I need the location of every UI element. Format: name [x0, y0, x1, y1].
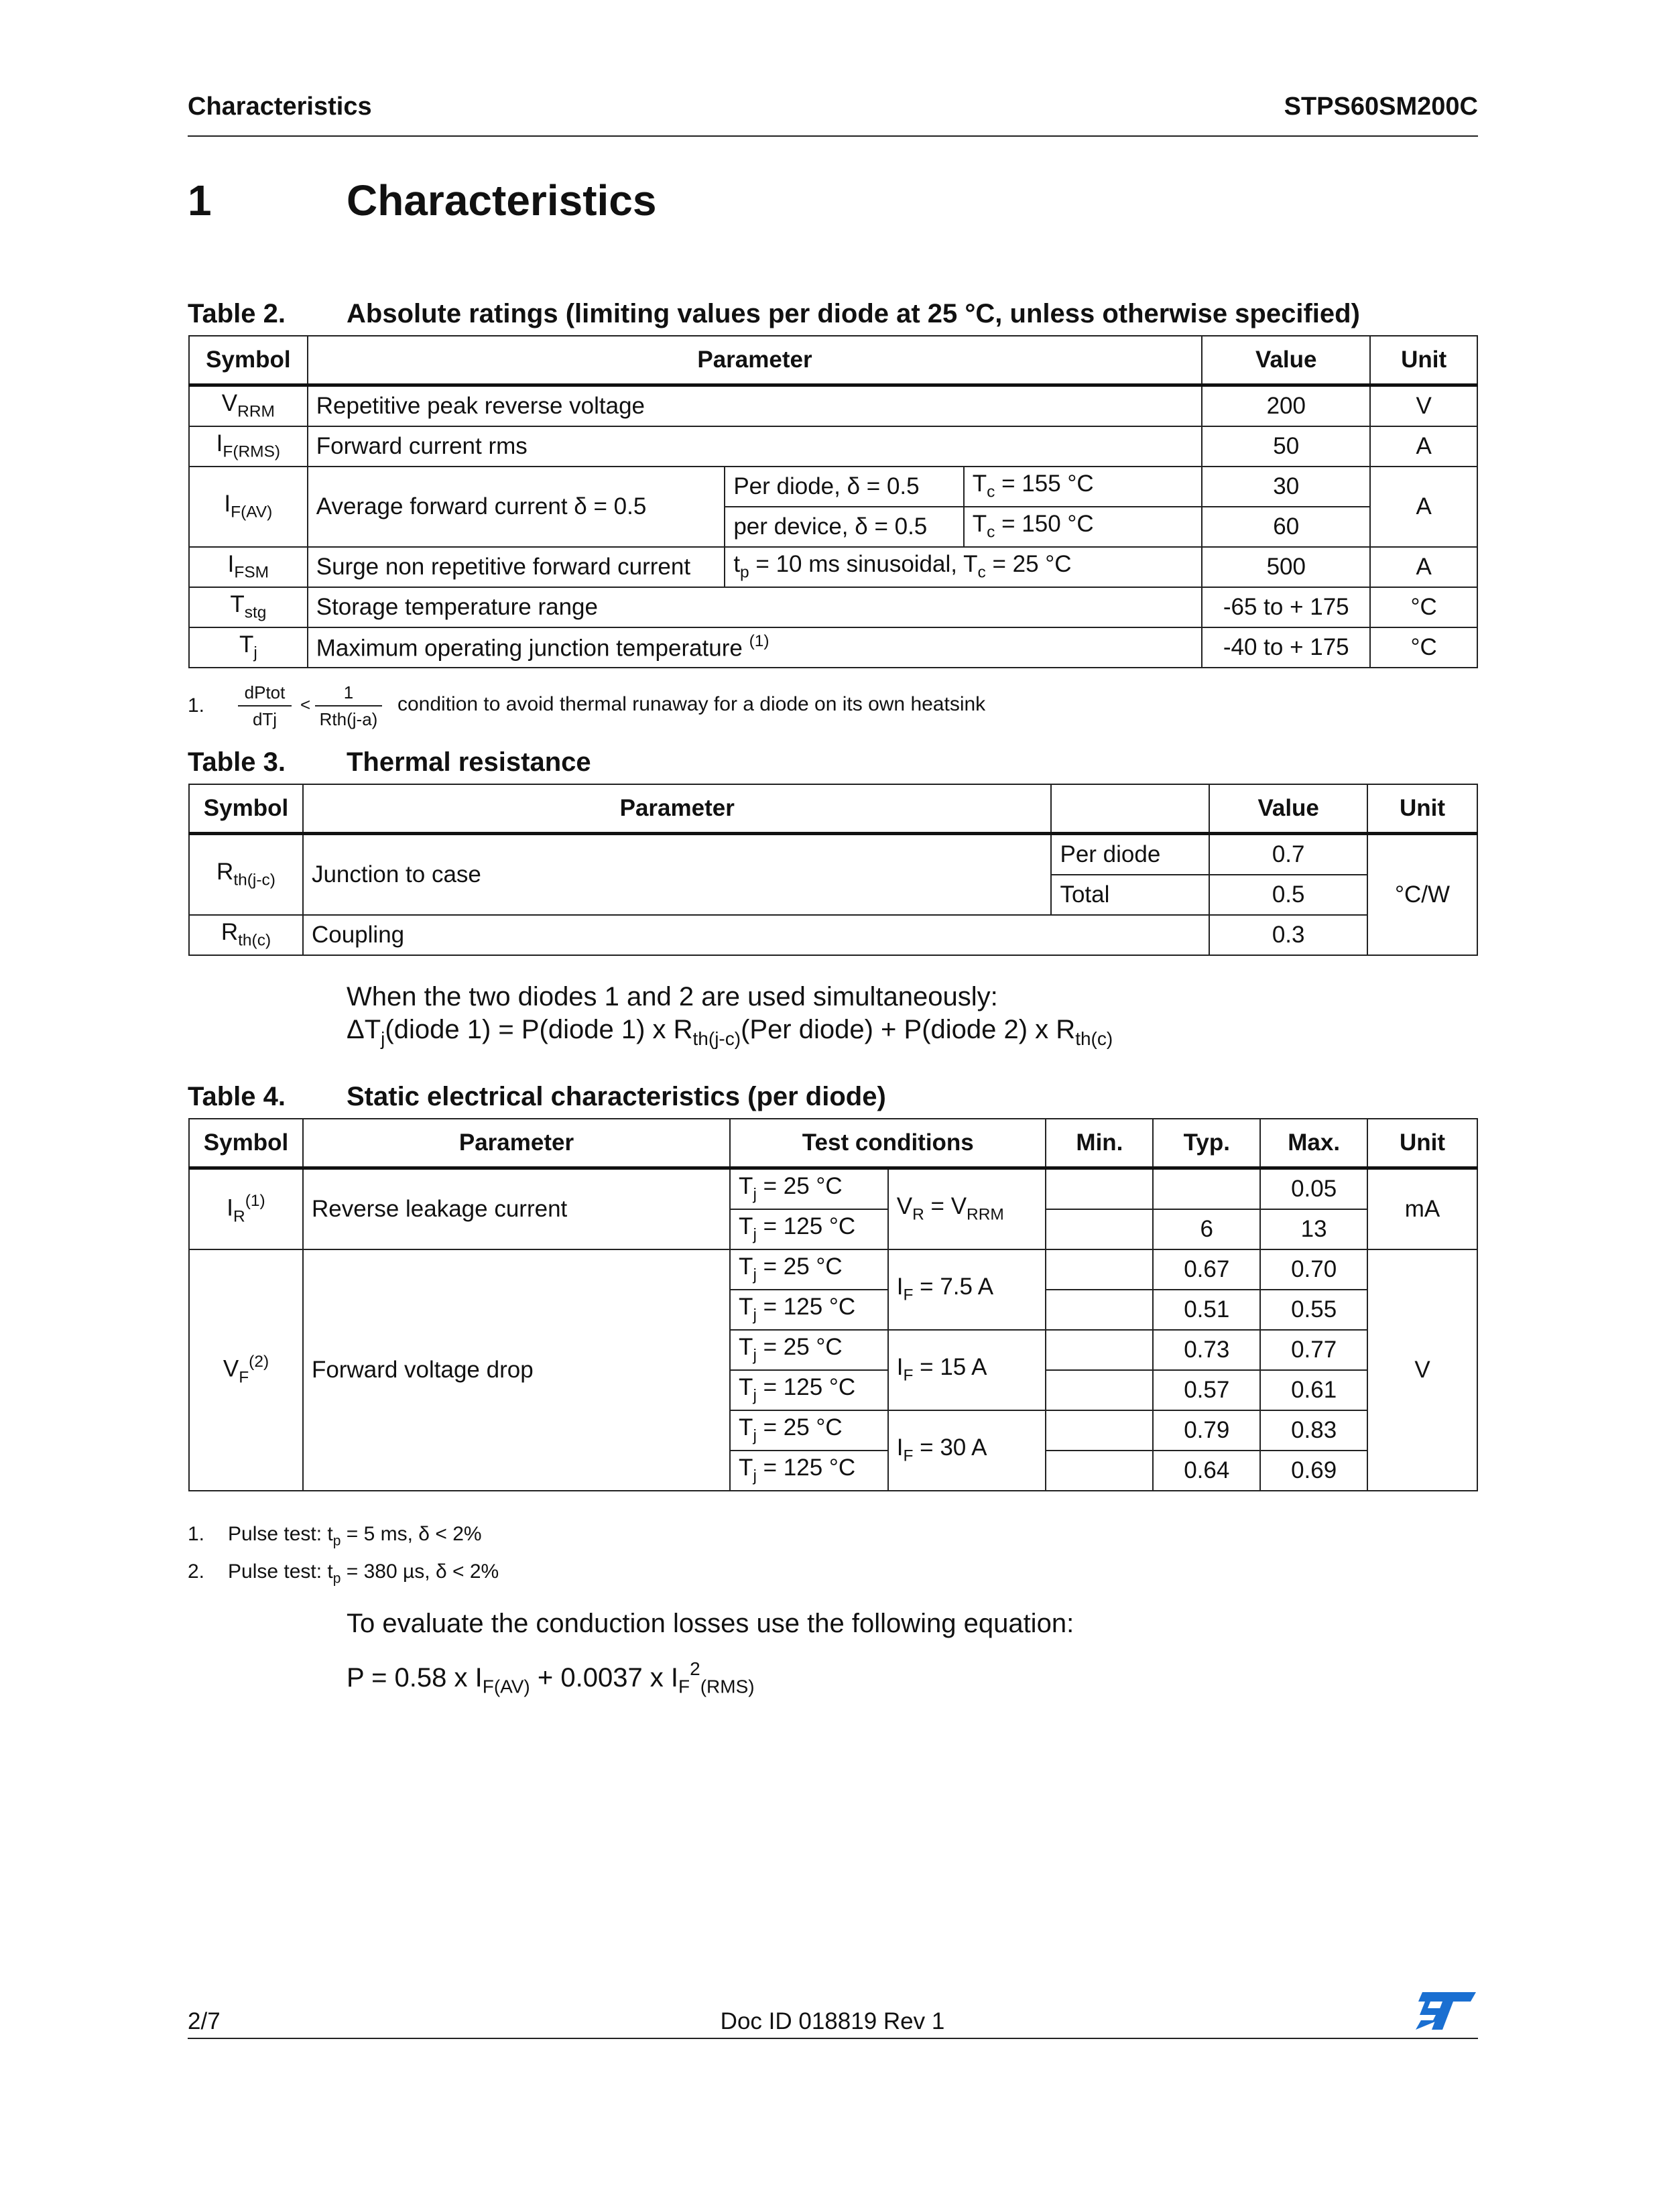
table-row	[189, 547, 1477, 587]
table4-header-test-conditions: Test conditions	[730, 1119, 1046, 1168]
min-cell	[1046, 1451, 1153, 1491]
max-cell: 0.55	[1260, 1290, 1367, 1330]
unit-cell: V	[1367, 1249, 1477, 1491]
parameter-cell: Average forward current δ = 0.5	[308, 467, 725, 547]
table3-title: Thermal resistance	[347, 747, 591, 777]
fraction-denominator: Rth(j-a)	[319, 709, 378, 729]
unit-cell: °C/W	[1367, 834, 1477, 956]
fraction-numerator: 1	[343, 682, 354, 702]
symbol-cell: $T_{stg}$	[189, 587, 308, 627]
parameter-cell: Forward current rms	[308, 426, 1202, 467]
min-cell	[1046, 1249, 1153, 1290]
typ-cell: 6	[1153, 1209, 1260, 1249]
footnote-index: 1.	[188, 1523, 205, 1545]
fraction-denominator: dTj	[252, 709, 278, 729]
value-cell: 30	[1202, 467, 1370, 507]
footnote-text: condition to avoid thermal runaway for a diode on its own heatsink	[397, 693, 986, 715]
parameter-cell: Coupling	[303, 915, 1209, 955]
table3-header-value: Value	[1209, 784, 1367, 834]
value-cell: -40 to + 175	[1202, 627, 1370, 668]
symbol-cell: $R_{th(j-c)}$	[189, 834, 303, 916]
condition-cell: $T_j = 125$ °C	[730, 1290, 888, 1330]
fraction-bar	[315, 705, 382, 706]
min-cell	[1046, 1410, 1153, 1451]
condition-cell: Total	[1051, 875, 1209, 915]
table-row	[189, 1168, 1477, 1210]
value-cell: 50	[1202, 426, 1370, 467]
parameter-cell: Junction to case	[303, 834, 1052, 916]
condition-cell: $t_p = 10$ ms sinusoidal, $T_c = 25$ °C	[725, 547, 1202, 587]
thermal-note-line1: When the two diodes 1 and 2 are used simultaneously:	[347, 982, 998, 1011]
condition-cell: $T_c = 150$ °C	[964, 507, 1202, 547]
condition-cell: per device, δ = 0.5	[725, 507, 963, 547]
table-row	[189, 467, 1477, 507]
table-row	[189, 627, 1477, 668]
unit-cell: A	[1370, 547, 1477, 587]
fraction-numerator: dPtot	[244, 682, 286, 702]
section-number: 1	[188, 176, 212, 225]
table3	[188, 784, 1478, 956]
min-cell	[1046, 1168, 1153, 1210]
footnote-index: 1.	[188, 694, 205, 717]
symbol-cell: $V_{RRM}$	[189, 385, 308, 427]
footnote-index: 2.	[188, 1560, 205, 1583]
value-cell: 0.5	[1209, 875, 1367, 915]
table4-header-max: Max.	[1260, 1119, 1367, 1168]
min-cell	[1046, 1370, 1153, 1410]
table2-number: Table 2.	[188, 299, 286, 328]
typ-cell: 0.67	[1153, 1249, 1260, 1290]
table-row	[189, 385, 1477, 427]
max-cell: 0.05	[1260, 1168, 1367, 1210]
table3-header-symbol: Symbol	[189, 784, 303, 834]
condition-cell: $I_F = 7.5$ A	[888, 1249, 1046, 1330]
table4-header-symbol: Symbol	[189, 1119, 303, 1168]
st-logo-icon	[1413, 1991, 1477, 2031]
table4-header-min: Min.	[1046, 1119, 1153, 1168]
max-cell: 0.69	[1260, 1451, 1367, 1491]
table4-number: Table 4.	[188, 1082, 286, 1111]
max-cell: 13	[1260, 1209, 1367, 1249]
page-number: 2/7	[188, 2008, 221, 2034]
value-cell: 0.3	[1209, 915, 1367, 955]
running-header-section: Characteristics	[188, 93, 372, 121]
table2-header-unit: Unit	[1370, 336, 1477, 385]
table3-header-parameter: Parameter	[303, 784, 1052, 834]
min-cell	[1046, 1330, 1153, 1370]
value-cell: -65 to + 175	[1202, 587, 1370, 627]
parameter-cell: Reverse leakage current	[303, 1168, 730, 1250]
min-cell	[1046, 1290, 1153, 1330]
table3-header-blank	[1051, 784, 1209, 834]
condition-cell: $T_j = 125$ °C	[730, 1451, 888, 1491]
unit-cell: mA	[1367, 1168, 1477, 1250]
condition-cell: $I_F = 15$ A	[888, 1330, 1046, 1410]
max-cell: 0.77	[1260, 1330, 1367, 1370]
parameter-cell: Storage temperature range	[308, 587, 1202, 627]
table4	[188, 1118, 1478, 1491]
typ-cell: 0.57	[1153, 1370, 1260, 1410]
footnote-text: Pulse test: $t_p = 5$ ms, δ < 2%	[228, 1523, 482, 1549]
section-title: Characteristics	[347, 176, 657, 225]
table2	[188, 335, 1478, 668]
condition-cell: Per diode, δ = 0.5	[725, 467, 963, 507]
parameter-cell: Repetitive peak reverse voltage	[308, 385, 1202, 427]
table2-header-symbol: Symbol	[189, 336, 308, 385]
losses-intro: To evaluate the conduction losses use the following equation:	[347, 1609, 1074, 1638]
table2-header-parameter: Parameter	[308, 336, 1202, 385]
unit-cell: V	[1370, 385, 1477, 427]
table3-number: Table 3.	[188, 747, 286, 777]
typ-cell: 0.51	[1153, 1290, 1260, 1330]
min-cell	[1046, 1209, 1153, 1249]
table-row	[189, 426, 1477, 467]
running-header-part-number: STPS60SM200C	[1284, 93, 1478, 121]
table-row	[189, 587, 1477, 627]
typ-cell: 0.73	[1153, 1330, 1260, 1370]
header-rule	[188, 135, 1478, 137]
condition-cell: $T_j = 25$ °C	[730, 1410, 888, 1451]
unit-cell: °C	[1370, 627, 1477, 668]
table4-header-typ: Typ.	[1153, 1119, 1260, 1168]
typ-cell: 0.79	[1153, 1410, 1260, 1451]
table-row	[189, 915, 1477, 955]
value-cell: 500	[1202, 547, 1370, 587]
value-cell: 60	[1202, 507, 1370, 547]
value-cell: 0.7	[1209, 834, 1367, 875]
symbol-cell: $R_{th(c)}$	[189, 915, 303, 955]
condition-cell: $T_j = 125$ °C	[730, 1209, 888, 1249]
table3-header-unit: Unit	[1367, 784, 1477, 834]
unit-cell: A	[1370, 467, 1477, 547]
table-row	[189, 834, 1477, 875]
symbol-cell: $I_{F(RMS)}$	[189, 426, 308, 467]
footer-rule	[188, 2038, 1478, 2039]
table-row	[189, 1249, 1477, 1290]
table2-title: Absolute ratings (limiting values per diode at 25 °C, unless otherwise specified)	[347, 299, 1360, 328]
table4-header-parameter: Parameter	[303, 1119, 730, 1168]
parameter-cell: Forward voltage drop	[303, 1249, 730, 1491]
unit-cell: A	[1370, 426, 1477, 467]
symbol-cell: $V_F^{(2)}$	[189, 1249, 303, 1491]
table2-header-value: Value	[1202, 336, 1370, 385]
symbol-cell: $I_{FSM}$	[189, 547, 308, 587]
footnote-text: Pulse test: $t_p = 380$ µs, δ < 2%	[228, 1560, 499, 1587]
less-than: <	[300, 694, 311, 715]
typ-cell	[1153, 1168, 1260, 1210]
thermal-note-equation: $\Delta T_j(diode$ 1) = P(diode 1) x $R_{th(j-c)}(Per$ diode) + P(diode 2) x $R_{th(c)}$	[347, 1015, 1113, 1049]
condition-cell: $T_j = 25$ °C	[730, 1168, 888, 1210]
max-cell: 0.61	[1260, 1370, 1367, 1410]
max-cell: 0.83	[1260, 1410, 1367, 1451]
parameter-cell: Maximum operating junction temperature $^{(1)}$	[308, 627, 1202, 668]
fraction-bar	[238, 705, 292, 706]
table4-title: Static electrical characteristics (per diode)	[347, 1082, 886, 1111]
typ-cell: 0.64	[1153, 1451, 1260, 1491]
condition-cell: $T_c = 155$ °C	[964, 467, 1202, 507]
losses-equation: P = 0.58 x $I_{F(AV)} + 0.0037$ x $I_F^2_{(RMS)}$	[347, 1658, 755, 1697]
symbol-cell: $T_j$	[189, 627, 308, 668]
condition-cell: $T_j = 125$ °C	[730, 1370, 888, 1410]
condition-cell: Per diode	[1051, 834, 1209, 875]
symbol-cell: $I_{F(AV)}$	[189, 467, 308, 547]
doc-id: Doc ID 018819 Rev 1	[720, 2008, 945, 2034]
value-cell: 200	[1202, 385, 1370, 427]
condition-cell: $I_F = 30$ A	[888, 1410, 1046, 1491]
condition-cell: $T_j = 25$ °C	[730, 1249, 888, 1290]
max-cell: 0.70	[1260, 1249, 1367, 1290]
symbol-cell: $I_R^{(1)}$	[189, 1168, 303, 1250]
condition-cell: $V_R = V_{RRM}$	[888, 1168, 1046, 1250]
condition-cell: $T_j = 25$ °C	[730, 1330, 888, 1370]
table4-header-unit: Unit	[1367, 1119, 1477, 1168]
unit-cell: °C	[1370, 587, 1477, 627]
parameter-cell: Surge non repetitive forward current	[308, 547, 725, 587]
